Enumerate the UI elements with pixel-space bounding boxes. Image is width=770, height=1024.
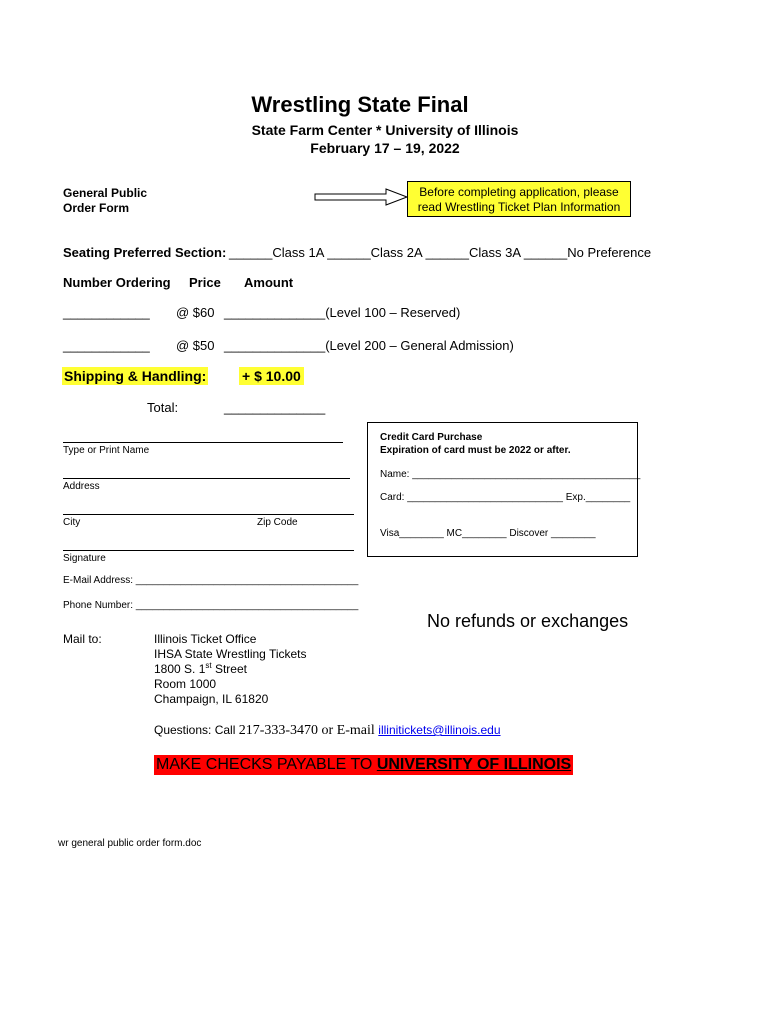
form-label <box>63 186 147 216</box>
shipping-amount: + $ 10.00 <box>239 367 304 385</box>
questions-prefix: Questions: Call <box>154 723 239 737</box>
questions-phone: 217-333-3470 <box>238 723 319 738</box>
form-label-line2: Order Form <box>63 201 130 215</box>
total-field[interactable]: ______________ <box>224 400 326 415</box>
ticket-row-2-amount[interactable]: ______________(Level 200 – General Admission) <box>224 338 514 353</box>
checks-payable-banner <box>154 755 573 775</box>
questions-mid: or E-mail <box>318 723 379 738</box>
ticket-row-1-price: @ $60 <box>176 305 215 320</box>
mail-line-1: Illinois Ticket Office <box>154 632 257 646</box>
instructions-notice <box>407 181 631 217</box>
signature-label: Signature <box>63 553 106 564</box>
refund-policy: No refunds or exchanges <box>427 611 629 631</box>
page-title: Wrestling State Final <box>251 92 469 117</box>
ticket-row-1-quantity[interactable]: ____________ <box>63 305 150 320</box>
venue-line: State Farm Center * University of Illinois <box>251 122 519 138</box>
notice-line2: read Wrestling Ticket Plan Information <box>417 200 621 214</box>
checks-payee: UNIVERSITY OF ILLINOIS <box>376 756 572 773</box>
total-label: Total: <box>147 400 179 415</box>
mail-line-5: Champaign, IL 61820 <box>154 692 269 706</box>
checks-prefix: MAKE CHECKS PAYABLE TO <box>156 756 377 773</box>
credit-card-type-field[interactable]: Visa________ MC________ Discover ________ <box>380 528 596 539</box>
email-field[interactable]: E-Mail Address: ________________________________________ <box>63 575 359 586</box>
ticket-row-2-price: @ $50 <box>176 338 215 353</box>
address-line[interactable] <box>63 478 350 479</box>
zip-label: Zip Code <box>257 517 298 528</box>
mail-to-label: Mail to: <box>63 632 102 646</box>
ticket-row-1-amount[interactable]: ______________(Level 100 – Reserved) <box>224 305 461 320</box>
notice-line1: Before completing application, please <box>419 185 619 199</box>
credit-card-number-field[interactable]: Card: ____________________________ Exp.________ <box>380 492 631 503</box>
form-label-line1: General Public <box>63 186 148 200</box>
column-amount: Amount <box>244 275 294 290</box>
questions-email-link[interactable]: illinitickets@illinois.edu <box>378 723 501 737</box>
questions-line <box>154 723 501 739</box>
city-zip-line[interactable] <box>63 514 354 515</box>
column-number-ordering: Number Ordering <box>63 275 171 290</box>
mail-line-4: Room 1000 <box>154 677 217 691</box>
phone-field[interactable]: Phone Number: ________________________________________ <box>63 600 359 611</box>
ticket-row-2-quantity[interactable]: ____________ <box>63 338 150 353</box>
arrow-right-icon <box>314 188 409 211</box>
dates-line: February 17 – 19, 2022 <box>310 140 460 156</box>
name-label: Type or Print Name <box>63 445 150 456</box>
name-line[interactable] <box>63 442 343 443</box>
mail-line-2: IHSA State Wrestling Tickets <box>154 647 307 661</box>
seating-options[interactable]: ______Class 1A ______Class 2A ______Class 3A ______No Preference <box>229 245 652 260</box>
seating-label: Seating Preferred Section: <box>63 245 227 260</box>
column-price: Price <box>189 275 221 290</box>
mailing-address <box>154 632 307 707</box>
signature-line[interactable] <box>63 550 354 551</box>
city-label: City <box>63 517 81 528</box>
mail-line-3: 1800 S. 1st Street <box>154 661 247 676</box>
address-label: Address <box>63 481 100 492</box>
shipping-label: Shipping & Handling: <box>64 368 207 384</box>
credit-card-title: Credit Card Purchase <box>380 432 483 443</box>
credit-card-note: Expiration of card must be 2022 or after. <box>380 445 571 456</box>
credit-card-name-field[interactable]: Name: _________________________________________ <box>380 469 641 480</box>
footer-filename: wr general public order form.doc <box>58 838 202 849</box>
credit-card-box <box>367 422 641 557</box>
